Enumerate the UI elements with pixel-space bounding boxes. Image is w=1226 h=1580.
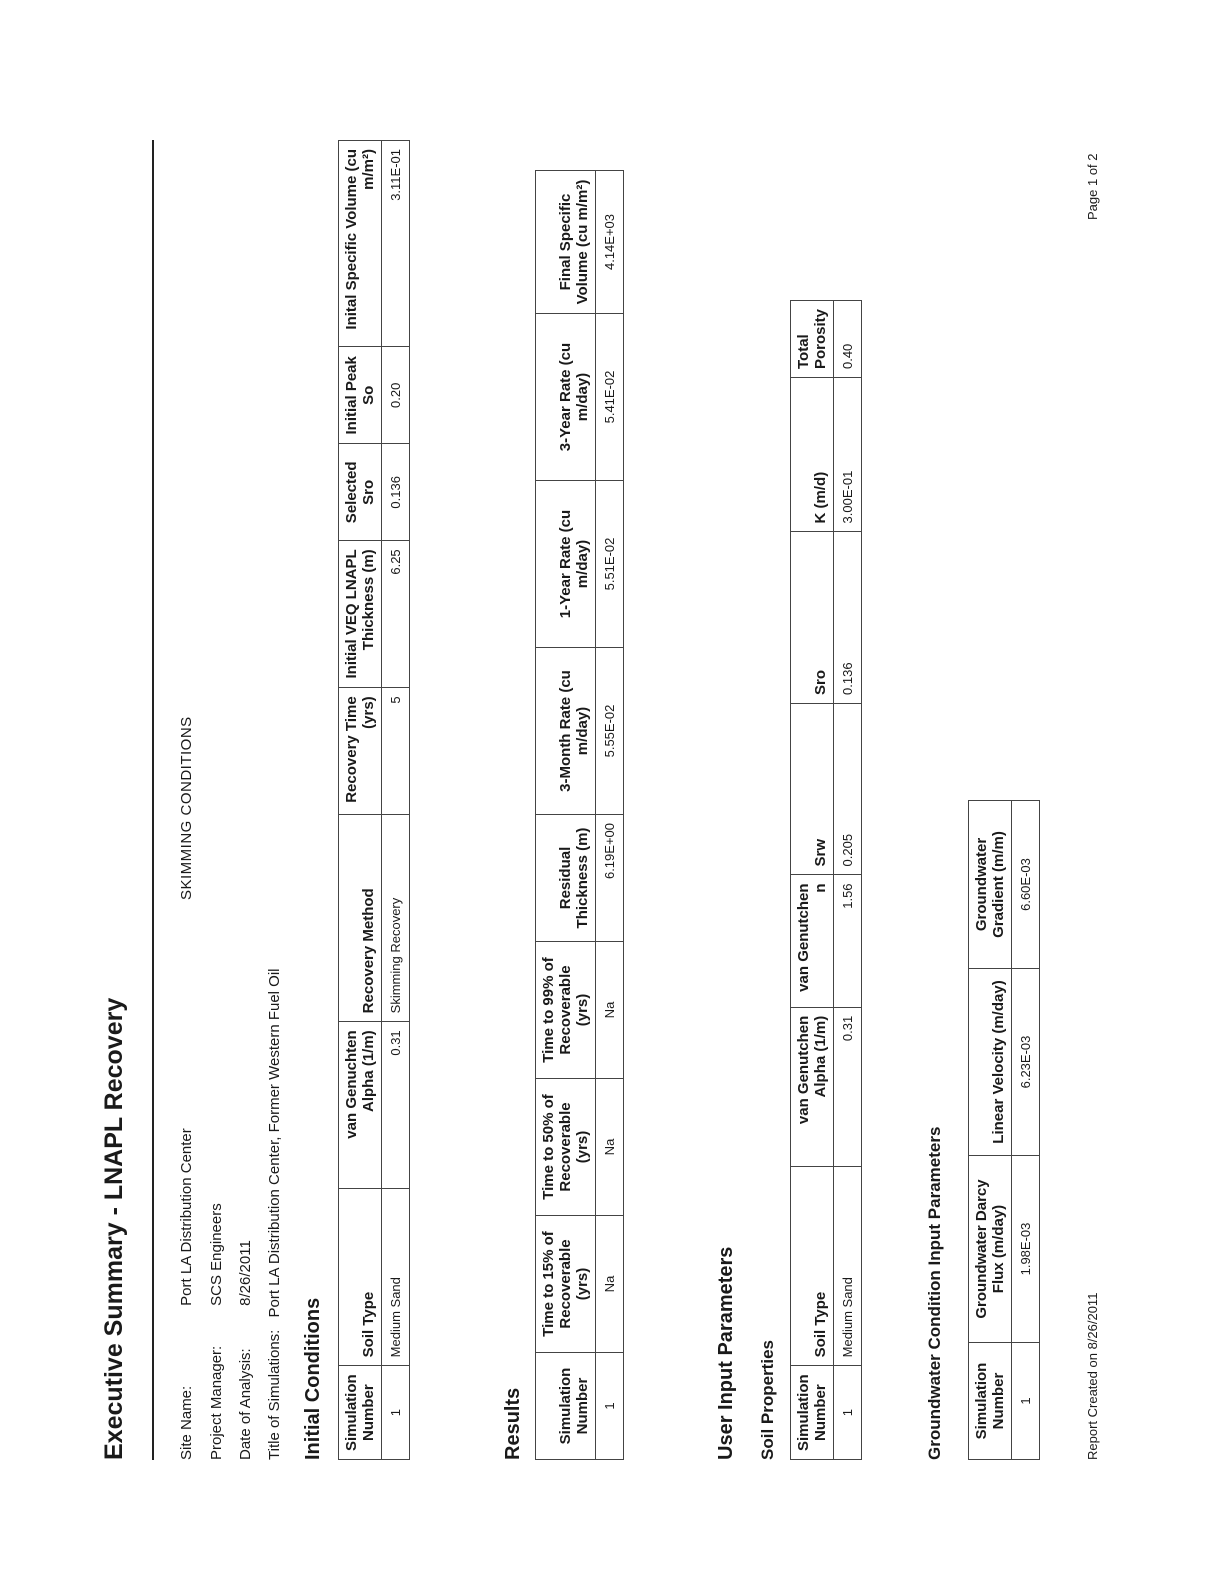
col-3month-rate: 3-Month Rate (cu m/day) <box>536 648 596 815</box>
col-initial-veq: Initial VEQ LNAPL Thickness (m) <box>339 541 382 688</box>
page-number: Page 1 of 2 <box>1085 153 1100 220</box>
col-linear-velocity: Linear Velocity (m/day) <box>969 969 1012 1156</box>
cell: 0.31 <box>834 1007 862 1166</box>
col-time-99: Time to 99% of Recoverable (yrs) <box>536 942 596 1079</box>
col-soil-type: Soil Type <box>339 1189 382 1366</box>
col-time-50: Time to 50% of Recoverable (yrs) <box>536 1079 596 1216</box>
col-vg-n: van Genutchen n <box>791 875 834 1007</box>
cell: 0.40 <box>834 301 862 378</box>
col-1year-rate: 1-Year Rate (cu m/day) <box>536 481 596 648</box>
cell: 6.19E+00 <box>596 815 624 942</box>
cell: Medium Sand <box>834 1166 862 1366</box>
cell: Na <box>596 942 624 1079</box>
col-3year-rate: 3-Year Rate (cu m/day) <box>536 314 596 481</box>
cell: Medium Sand <box>382 1189 410 1366</box>
groundwater-table <box>968 800 1040 1460</box>
cell: 0.136 <box>834 532 862 704</box>
simulations-title-row <box>266 968 283 1460</box>
col-sro: Sro <box>791 532 834 704</box>
user-input-heading: User Input Parameters <box>715 1246 737 1460</box>
date-label: Date of Analysis: <box>237 1348 254 1460</box>
results-table <box>535 170 624 1460</box>
cell: 5.51E-02 <box>596 481 624 648</box>
col-soil-type: Soil Type <box>791 1166 834 1366</box>
condition-label: SKIMMING CONDITIONS <box>178 716 195 900</box>
col-total-porosity: Total Porosity <box>791 301 834 378</box>
report-title: Executive Summary - LNAPL Recovery <box>100 997 128 1460</box>
initial-conditions-table <box>338 140 410 1460</box>
project-manager-label: Project Manager: <box>208 1345 225 1460</box>
cell: 0.31 <box>382 1022 410 1189</box>
col-srw: Srw <box>791 703 834 875</box>
report-page <box>100 140 1100 1460</box>
table-header-row <box>791 301 834 1460</box>
col-darcy-flux: Groundwater Darcy Flux (m/day) <box>969 1156 1012 1343</box>
table-row <box>596 171 624 1460</box>
date-row <box>237 1240 254 1460</box>
col-sim-number: Simulation Number <box>969 1343 1012 1460</box>
col-sim-number: Simulation Number <box>791 1366 834 1460</box>
col-sim-number: Simulation Number <box>339 1366 382 1460</box>
project-manager-value: SCS Engineers <box>208 1203 225 1306</box>
cell: 0.205 <box>834 703 862 875</box>
cell: 3.11E-01 <box>382 141 410 347</box>
table-row <box>1012 801 1040 1460</box>
cell: 6.25 <box>382 541 410 688</box>
cell: 6.23E-03 <box>1012 969 1040 1156</box>
table-header-row <box>339 141 382 1460</box>
cell: 1 <box>596 1353 624 1460</box>
groundwater-heading: Groundwater Condition Input Parameters <box>925 1126 944 1460</box>
col-time-15: Time to 15% of Recoverable (yrs) <box>536 1216 596 1353</box>
cell: 5.41E-02 <box>596 314 624 481</box>
col-k: K (m/d) <box>791 378 834 532</box>
cell: 1 <box>834 1366 862 1460</box>
cell: 5.55E-02 <box>596 648 624 815</box>
col-initial-peak-so: Initial Peak So <box>339 347 382 444</box>
col-initial-specific-volume: Inital Specific Volume (cu m/m²) <box>339 141 382 347</box>
col-vg-alpha: van Genuchten Alpha (1/m) <box>339 1022 382 1189</box>
simulations-title-label: Title of Simulations: <box>266 1329 283 1460</box>
soil-properties-heading: Soil Properties <box>758 1340 777 1460</box>
site-name-value: Port LA Distribution Center <box>178 1128 195 1306</box>
cell: Na <box>596 1079 624 1216</box>
cell: 3.00E-01 <box>834 378 862 532</box>
date-value: 8/26/2011 <box>237 1240 254 1306</box>
cell: 0.136 <box>382 444 410 541</box>
results-heading: Results <box>502 1387 524 1460</box>
table-row <box>382 141 410 1460</box>
cell: 1.98E-03 <box>1012 1156 1040 1343</box>
cell: 5 <box>382 688 410 815</box>
cell: 0.20 <box>382 347 410 444</box>
col-vg-alpha: van Genutchen Alpha (1/m) <box>791 1007 834 1166</box>
table-row <box>834 301 862 1460</box>
table-header-row <box>969 801 1012 1460</box>
cell: 1 <box>1012 1343 1040 1460</box>
col-recovery-time: Recovery Time (yrs) <box>339 688 382 815</box>
col-recovery-method: Recovery Method <box>339 815 382 1022</box>
project-manager-row <box>208 1203 225 1460</box>
col-selected-sro: Selected Sro <box>339 444 382 541</box>
cell: 1.56 <box>834 875 862 1007</box>
site-name-row <box>178 1128 195 1460</box>
soil-properties-table <box>790 300 862 1460</box>
cell: Skimming Recovery <box>382 815 410 1022</box>
cell: 6.60E-03 <box>1012 801 1040 969</box>
cell: 1 <box>382 1366 410 1460</box>
cell: 4.14E+03 <box>596 171 624 314</box>
title-divider <box>152 140 154 1460</box>
simulations-title-value: Port LA Distribution Center, Former Western Fuel Oil <box>266 968 283 1318</box>
cell: Na <box>596 1216 624 1353</box>
col-sim-number: Simulation Number <box>536 1353 596 1460</box>
initial-conditions-heading: Initial Conditions <box>302 1297 324 1460</box>
col-groundwater-gradient: Groundwater Gradient (m/m) <box>969 801 1012 969</box>
report-created: Report Created on 8/26/2011 <box>1085 1292 1100 1460</box>
table-header-row <box>536 171 596 1460</box>
site-name-label: Site Name: <box>178 1385 195 1460</box>
col-residual-thickness: Residual Thickness (m) <box>536 815 596 942</box>
col-final-specific-volume: Final Specific Volume (cu m/m²) <box>536 171 596 314</box>
